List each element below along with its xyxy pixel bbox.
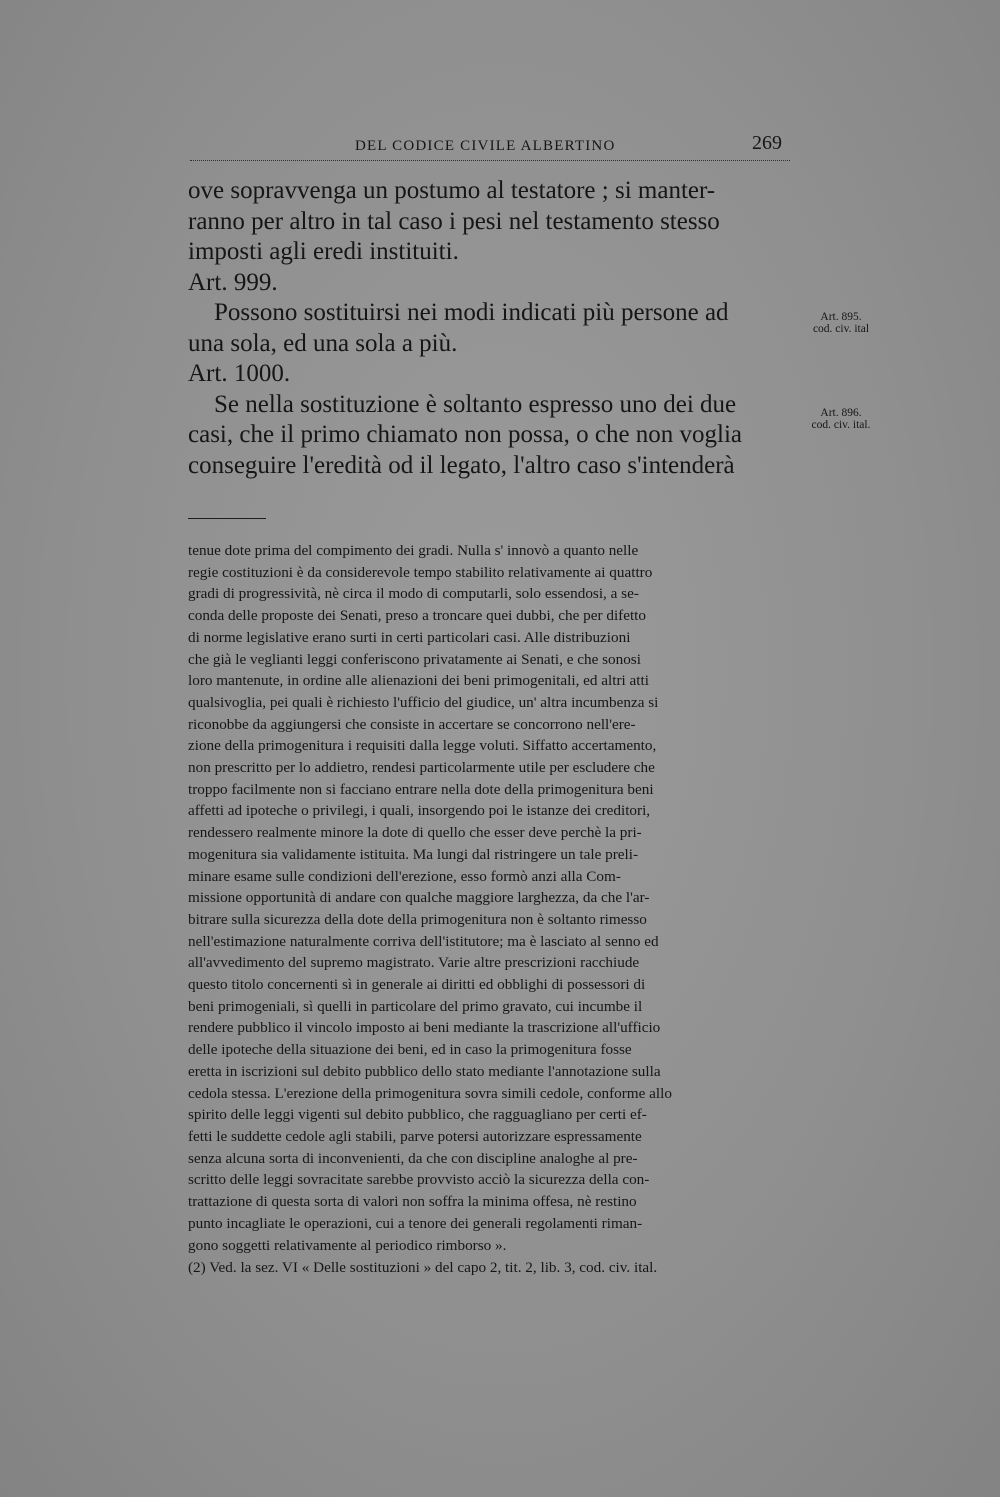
note-line: rendessero realmente minore la dote di quello che esser deve perchè la pri-: [188, 824, 642, 842]
note-line: affetti ad ipoteche o privilegi, i quali, insorgendo poi le istanze dei creditori,: [188, 802, 651, 820]
note-line: minare esame sulle condizioni dell'erezione, esso formò anzi alla Com-: [188, 867, 621, 885]
main-line: casi, che il primo chiamato non possa, o che non voglia: [188, 421, 743, 448]
main-line: conseguire l'eredità od il legato, l'altro caso s'intenderà: [188, 451, 735, 479]
margin-note-line: Art. 896.: [820, 407, 862, 419]
note-line: mogenitura sia validamente istituita. Ma lungi dal ristringere un tale preli-: [188, 845, 639, 863]
note-line: conda delle proposte dei Senati, preso a troncare quei dubbi, che per difetto: [188, 607, 646, 625]
margin-note-art-896: [796, 407, 886, 431]
note-line: scritto delle leggi sovracitate sarebbe provvisto acciò la sicurezza della con-: [188, 1171, 650, 1189]
main-text: [188, 176, 782, 481]
page-header: [190, 134, 790, 161]
note-line: gradi di progressività, nè circa il modo di computarli, solo essendosi, a se-: [188, 585, 639, 603]
note-line: bitrare sulla sicurezza della dote della primogenitura non è soltanto rimesso: [188, 910, 647, 928]
footnote-2: (2) Ved. la sez. VI « Delle sostituzioni » del capo 2, tit. 2, lib. 3, cod. civ. ital.: [188, 1259, 658, 1277]
note-line: tenue dote prima del compimento dei gradi. Nulla s' innovò a quanto nelle: [188, 542, 639, 559]
note-line: all'avvedimento del supremo magistrato. Varie altre prescrizioni racchiude: [188, 954, 640, 972]
main-line: Possono sostituirsi nei modi indicati più persone ad: [214, 299, 729, 326]
note-line: di norme legislative erano surti in certi particolari casi. Alle distribuzioni: [188, 628, 631, 646]
page-number: 269: [752, 132, 782, 154]
main-line: una sola, ed una sola a più.: [188, 329, 458, 357]
main-line: ranno per altro in tal caso i pesi nel testamento stesso: [188, 207, 720, 235]
main-line: imposti agli eredi instituiti.: [188, 238, 459, 265]
note-line: che già le veglianti leggi conferiscono privatamente ai Senati, e che sonosi: [188, 650, 641, 668]
main-line: ove sopravvenga un postumo al testatore ; si manter-: [188, 177, 716, 204]
note-line: gono soggetti relativamente al periodico rimborso ».: [188, 1236, 507, 1254]
note-line: questo titolo concernenti sì in generale ai diritti ed obblighi di possessori di: [188, 976, 646, 994]
note-line: eretta in iscrizioni sul debito pubblico dello stato mediante l'annotazione sulla: [188, 1062, 661, 1080]
note-line: non prescritto per lo addietro, rendesi particolarmente utile per escludere che: [188, 759, 655, 777]
note-line: troppo facilmente non si facciano entrare nella dote della primogenitura beni: [188, 780, 654, 798]
note-line: riconobbe da aggiungersi che consiste in accertare se concorrono nell'ere-: [188, 715, 636, 733]
note-line: missione opportunità di andare con qualche maggiore larghezza, da che l'ar-: [188, 889, 650, 907]
note-line: spirito delle leggi vigenti sul debito pubblico, che ragguagliano per certi ef-: [188, 1106, 647, 1124]
note-line: loro mantenute, in ordine alle alienazioni dei beni primogenitali, ed altri atti: [188, 672, 649, 690]
note-line: delle ipoteche della situazione dei beni, ed in caso la primogenitura fosse: [188, 1041, 632, 1059]
margin-note-line: Art. 895.: [820, 311, 862, 323]
note-line: zione della primogenitura i requisiti dalla legge voluti. Siffatto accertamento,: [188, 737, 657, 755]
note-line: trattazione di questa sorta di valori non soffra la minima offesa, nè restino: [188, 1193, 637, 1211]
margin-note-line: cod. civ. ital: [812, 323, 870, 335]
article-1000-heading: Art. 1000.: [188, 360, 291, 387]
footnote-separator-rule: [188, 518, 266, 519]
note-line: senza alcuna sorta di inconvenienti, da che con discipline analoghe al pre-: [188, 1149, 638, 1167]
note-line: punto incagliate le operazioni, cui a tenore dei generali regolamenti riman-: [188, 1214, 643, 1232]
margin-note-art-895: [796, 311, 886, 335]
footnotes: [188, 540, 782, 1279]
note-line: fetti le suddette cedole agli stabili, parve potersi autorizzare espressamente: [188, 1127, 642, 1145]
main-line: Se nella sostituzione è soltanto espresso uno dei due: [214, 390, 737, 418]
note-line: regie costituzioni è da considerevole tempo stabilito relativamente ai quattro: [188, 563, 653, 581]
running-title: DEL CODICE CIVILE ALBERTINO: [355, 138, 616, 154]
margin-note-line: cod. civ. ital.: [811, 419, 871, 431]
note-line: beni primogeniali, sì quelli in particolare del primo gravato, cui incumbe il: [188, 997, 643, 1015]
note-line: qualsivoglia, pei quali è richiesto l'ufficio del giudice, un' altra incumbenza si: [188, 693, 659, 711]
note-line: nell'estimazione naturalmente corriva dell'istitutore; ma è lasciato al senno ed: [188, 932, 659, 950]
note-line: rendere pubblico il vincolo imposto ai beni mediante la trascrizione all'ufficio: [188, 1019, 661, 1037]
article-999-heading: Art. 999.: [188, 268, 278, 296]
note-line: cedola stessa. L'erezione della primogenitura sovra simili cedole, conforme allo: [188, 1084, 672, 1102]
